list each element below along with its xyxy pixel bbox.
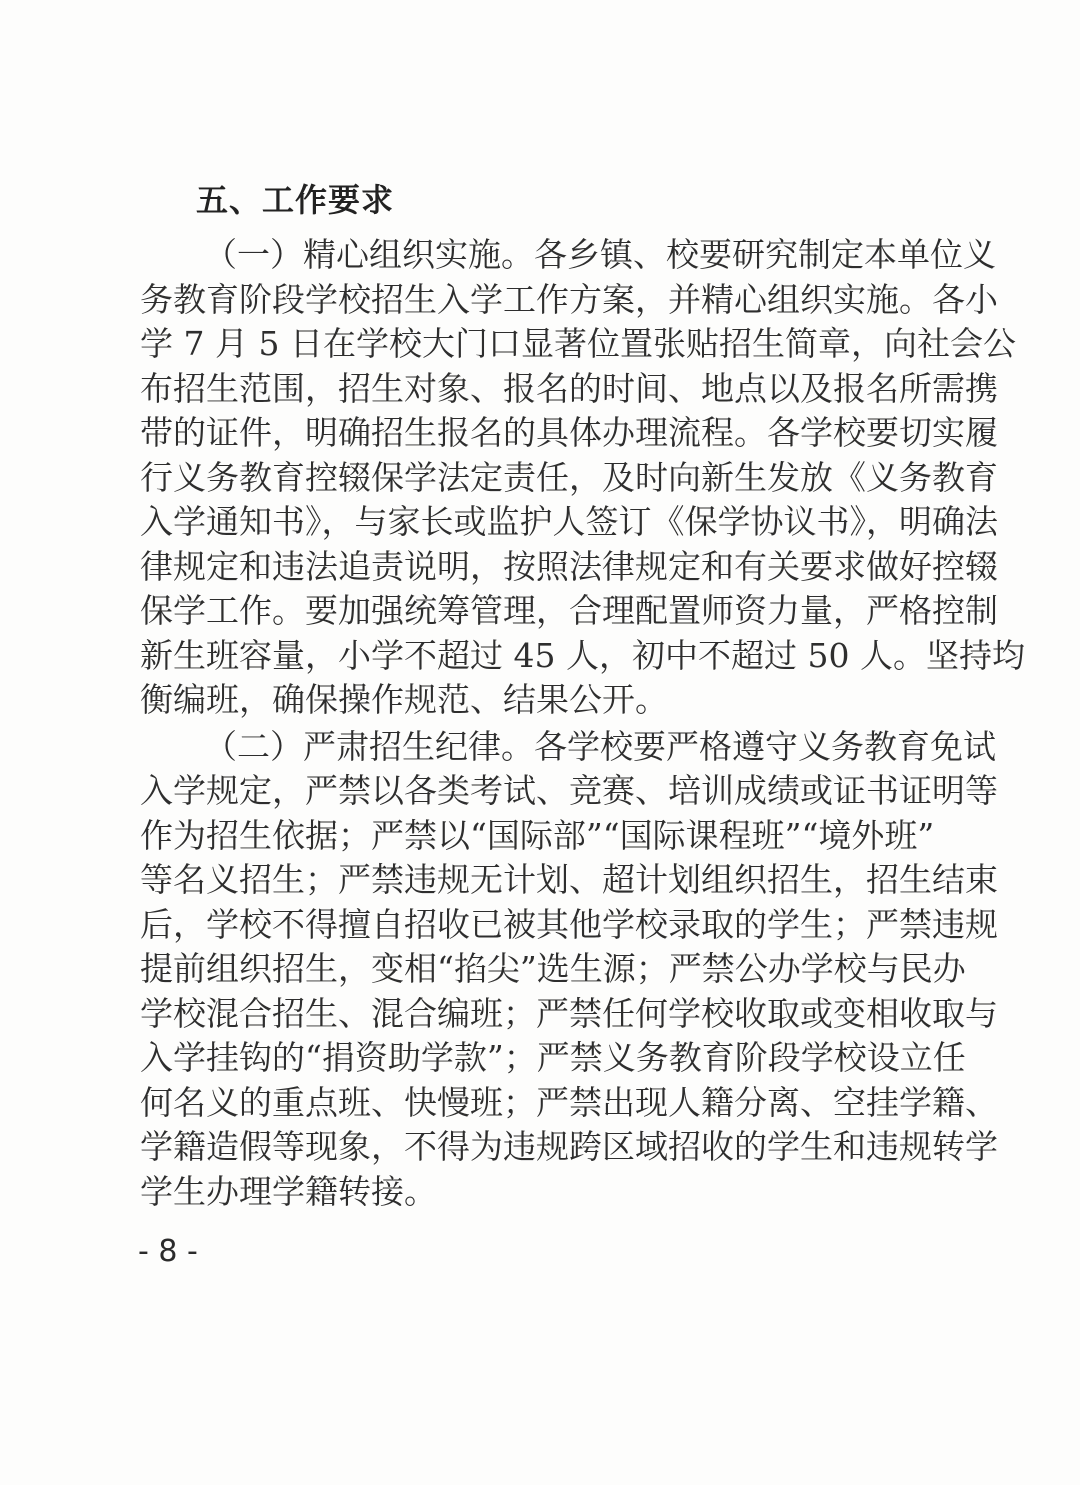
paragraph-line: 等名义招生；严禁违规无计划、超计划组织招生，招生结束 <box>140 860 998 899</box>
paragraph-line: 行义务教育控辍保学法定责任，及时向新生发放《义务教育 <box>140 458 998 497</box>
paragraph-line: 带的证件，明确招生报名的具体办理流程。各学校要切实履 <box>140 413 998 452</box>
paragraph-line: 入学规定，严禁以各类考试、竞赛、培训成绩或证书证明等 <box>140 771 998 810</box>
paragraph-line: （一）精心组织实施。各乡镇、校要研究制定本单位义 <box>204 235 996 274</box>
paragraph-line: 提前组织招生，变相“掐尖”选生源；严禁公办学校与民办 <box>140 949 966 988</box>
paragraph-line: 务教育阶段学校招生入学工作方案，并精心组织实施。各小 <box>140 280 998 319</box>
paragraph-line: 律规定和违法追责说明，按照法律规定和有关要求做好控辍 <box>140 547 998 586</box>
paragraph-line: （二）严肃招生纪律。各学校要严格遵守义务教育免试 <box>204 727 996 766</box>
paragraph-line: 布招生范围，招生对象、报名的时间、地点以及报名所需携 <box>140 369 998 408</box>
paragraph-line: 学籍造假等现象，不得为违规跨区域招收的学生和违规转学 <box>140 1127 998 1166</box>
paragraph-line: 作为招生依据；严禁以“国际部”“国际课程班”“境外班” <box>140 816 935 855</box>
paragraph-line: 学校混合招生、混合编班；严禁任何学校收取或变相收取与 <box>140 994 998 1033</box>
paragraph-line: 学 7 月 5 日在学校大门口显著位置张贴招生简章，向社会公 <box>140 324 1016 363</box>
section-heading: 五、工作要求 <box>196 181 395 219</box>
page-number: - 8 - <box>138 1234 198 1269</box>
paragraph-line: 衡编班，确保操作规范、结果公开。 <box>140 680 668 719</box>
paragraph-line: 后，学校不得擅自招收已被其他学校录取的学生；严禁违规 <box>140 905 998 944</box>
paragraph-line: 入学挂钩的“捐资助学款”；严禁义务教育阶段学校设立任 <box>140 1038 966 1077</box>
paragraph-line: 保学工作。要加强统筹管理，合理配置师资力量，严格控制 <box>140 591 998 630</box>
paragraph-line: 何名义的重点班、快慢班；严禁出现人籍分离、空挂学籍、 <box>140 1083 998 1122</box>
paragraph-line: 学生办理学籍转接。 <box>140 1172 437 1211</box>
paragraph-line: 入学通知书》，与家长或监护人签订《保学协议书》，明确法 <box>140 502 998 541</box>
paragraph-line: 新生班容量，小学不超过 45 人，初中不超过 50 人。坚持均 <box>140 636 1025 675</box>
